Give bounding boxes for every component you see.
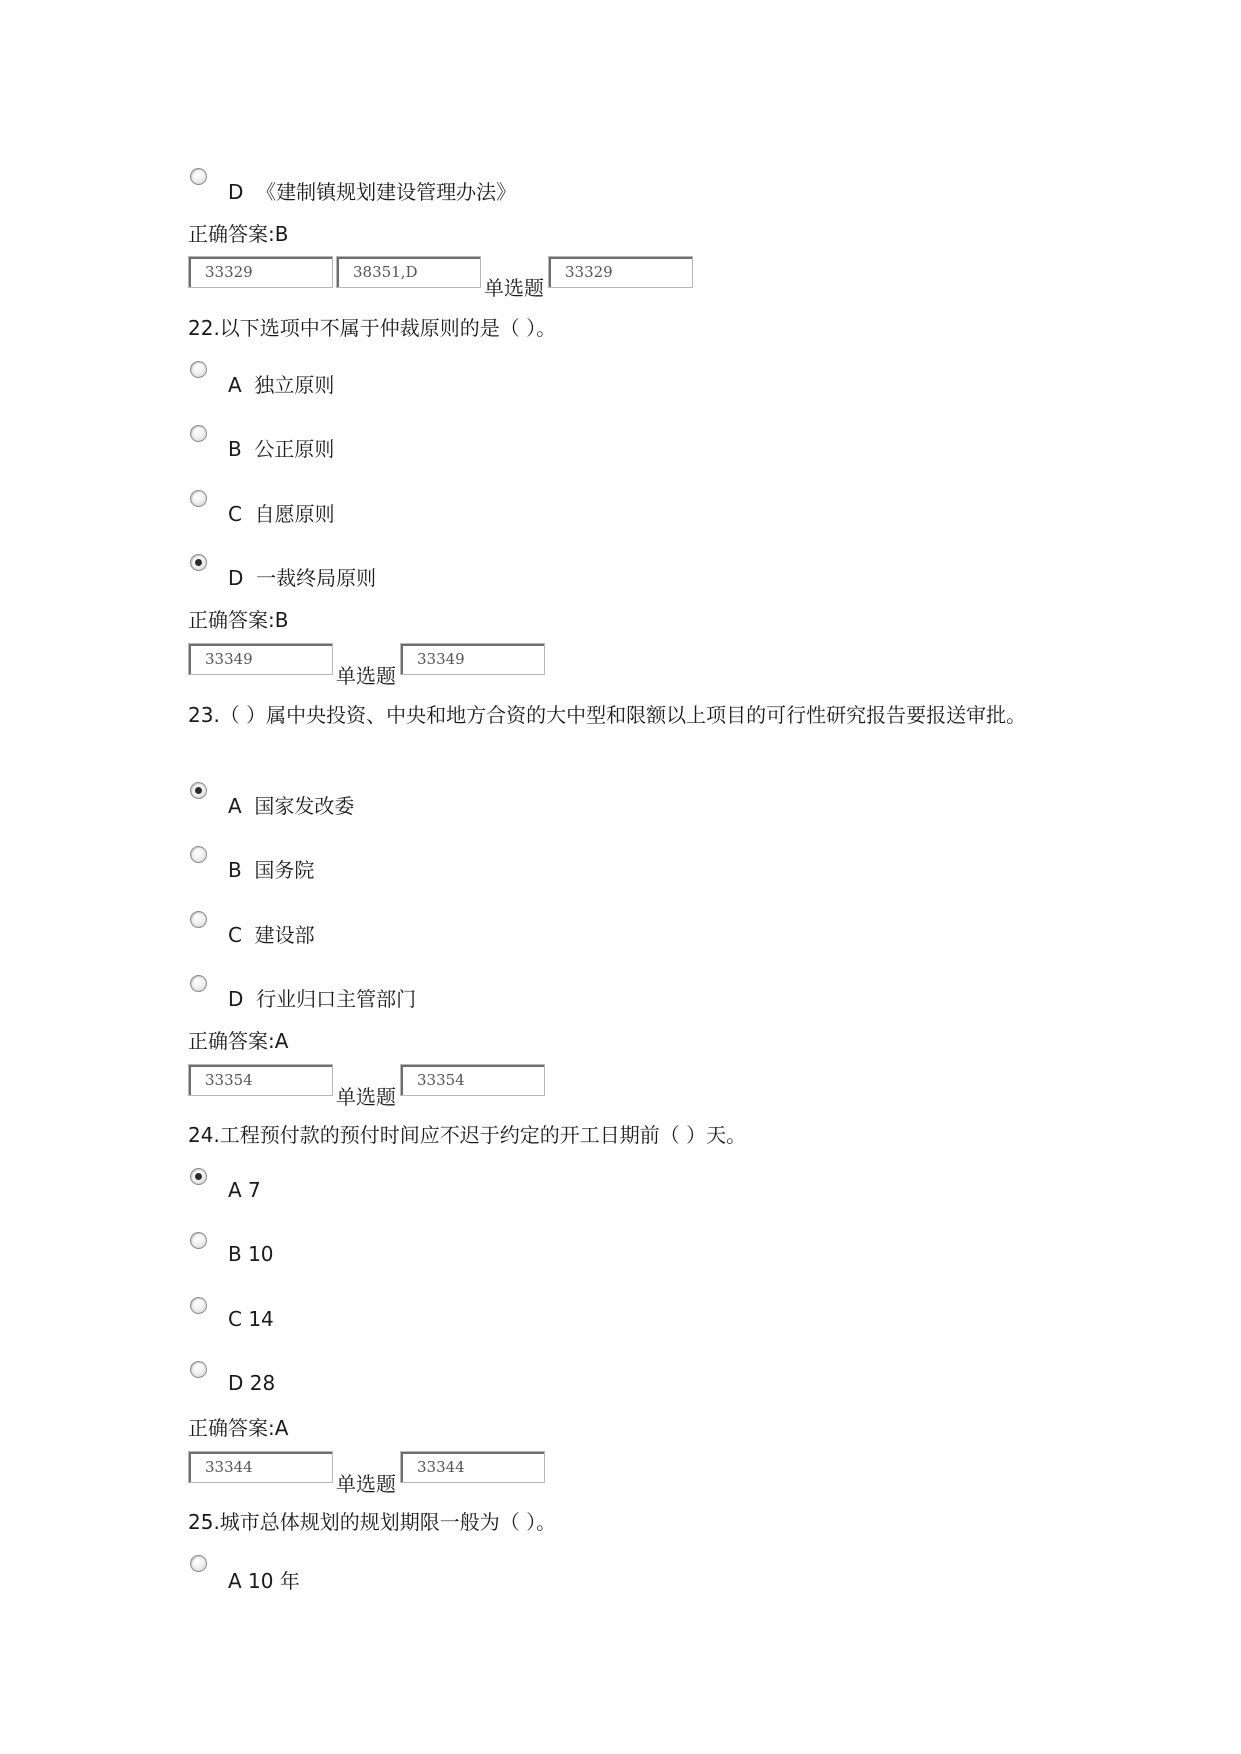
q22-type-label: 单选题 [336,664,396,688]
q23-option-a-radio[interactable] [190,782,207,799]
q22-correct-answer: 正确答案:B [188,608,289,632]
q24-option-b: B 10 [228,1242,274,1266]
q21-correct-answer: 正确答案:B [188,222,289,246]
q25-option-a-radio[interactable] [190,1555,207,1572]
q22-field-1[interactable]: 33349 [188,643,333,675]
q24-field-2[interactable]: 33344 [400,1451,545,1483]
q22-question: 22.以下选项中不属于仲裁原则的是（ ）。 [188,316,557,340]
q22-option-d: D 一裁终局原则 [228,566,377,590]
q23-option-d-radio[interactable] [190,975,207,992]
q25-question: 25.城市总体规划的规划期限一般为（ ）。 [188,1510,557,1534]
q22-option-a-radio[interactable] [190,361,207,378]
q24-option-a: A 7 [228,1178,261,1202]
q22-option-c: C 自愿原则 [228,502,335,526]
q24-question: 24.工程预付款的预付时间应不迟于约定的开工日期前（ ）天。 [188,1123,747,1147]
q23-option-b-radio[interactable] [190,846,207,863]
q21-type-label: 单选题 [484,276,544,300]
q23-question: 23.（ ）属中央投资、中央和地方合资的大中型和限额以上项目的可行性研究报告要报送审批。 [188,703,1027,727]
q21-option-d-radio[interactable] [190,168,207,185]
q22-option-b-radio[interactable] [190,425,207,442]
q23-option-d: D 行业归口主管部门 [228,987,417,1011]
q24-option-c-radio[interactable] [190,1297,207,1314]
q24-option-a-radio[interactable] [190,1168,207,1185]
q22-option-b: B 公正原则 [228,437,335,461]
q21-field-3[interactable]: 33329 [548,256,693,288]
q23-field-1[interactable]: 33354 [188,1064,333,1096]
q22-option-a: A 独立原则 [228,373,335,397]
q24-field-1[interactable]: 33344 [188,1451,333,1483]
q23-option-a: A 国家发改委 [228,794,355,818]
q23-option-b: B 国务院 [228,858,315,882]
q23-type-label: 单选题 [336,1085,396,1109]
q21-option-d: D 《建制镇规划建设管理办法》 [228,180,517,204]
q24-option-c: C 14 [228,1307,274,1331]
q24-option-b-radio[interactable] [190,1232,207,1249]
q23-correct-answer: 正确答案:A [188,1029,289,1053]
q21-field-1[interactable]: 33329 [188,256,333,288]
q24-option-d-radio[interactable] [190,1361,207,1378]
q24-type-label: 单选题 [336,1472,396,1496]
q22-option-d-radio[interactable] [190,554,207,571]
q22-field-2[interactable]: 33349 [400,643,545,675]
q23-option-c-radio[interactable] [190,911,207,928]
q25-option-a: A 10 年 [228,1569,300,1593]
q23-option-c: C 建设部 [228,923,315,947]
q24-correct-answer: 正确答案:A [188,1416,289,1440]
q23-field-2[interactable]: 33354 [400,1064,545,1096]
q22-option-c-radio[interactable] [190,490,207,507]
q21-field-2[interactable]: 38351,D [336,256,481,288]
q24-option-d: D 28 [228,1371,276,1395]
